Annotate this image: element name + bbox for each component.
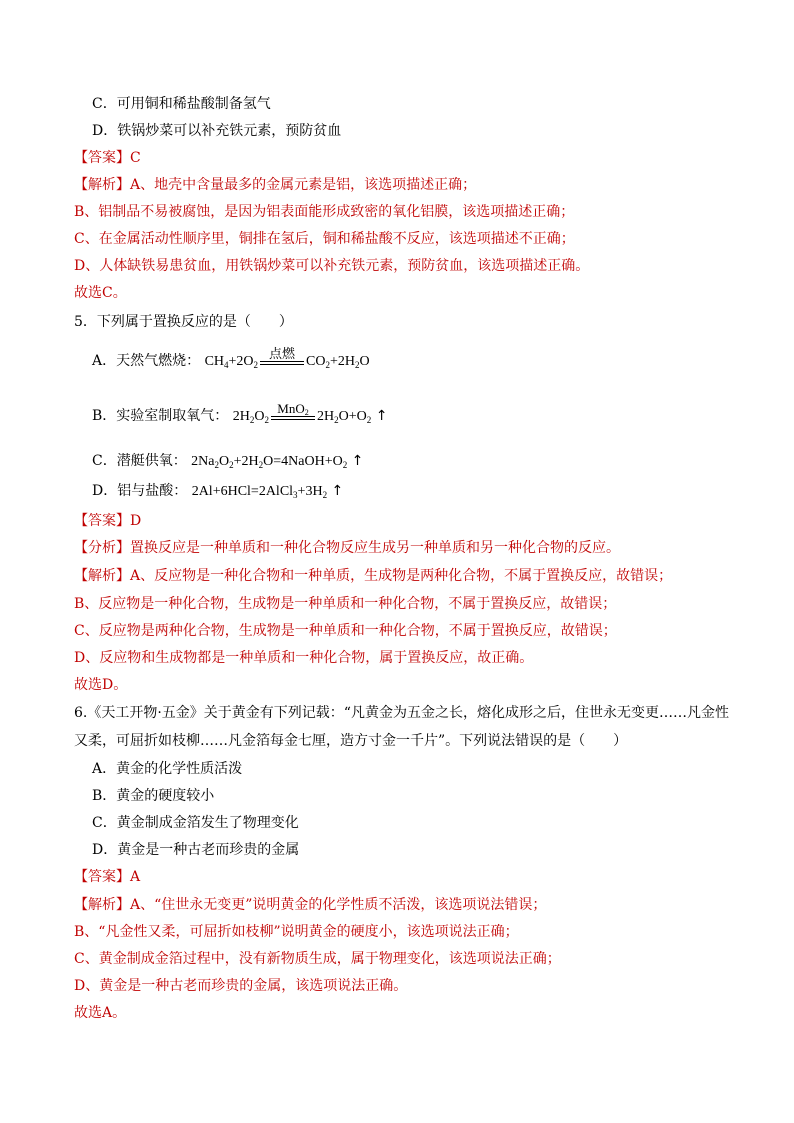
q4-conclusion: 故选C。: [74, 285, 127, 301]
option-label: D．铝与盐酸：: [92, 483, 188, 499]
q4-option-c: C．可用铜和稀盐酸制备氢气: [92, 96, 271, 112]
q6-stem-line2: 又柔，可屈折如枝柳……凡金箔每金七厘，造方寸金一千片”。下列说法错误的是（ ）: [74, 733, 628, 749]
q6-answer: [74, 867, 140, 887]
gas-arrow-icon: ↑: [327, 483, 344, 499]
q4-analysis-a: [74, 175, 476, 195]
q5-analysis-b: B、反应物是一种化合物，生成物是一种单质和一种化合物，不属于置换反应，故错误；: [74, 596, 617, 612]
q6-option-b: B．黄金的硬度较小: [92, 788, 215, 804]
q5-option-d: [92, 481, 343, 502]
analysis-text: A、地壳中含量最多的金属元素是铝，该选项描述正确；: [130, 177, 477, 193]
q4-analysis-c: C、在金属活动性顺序里，铜排在氢后，铜和稀盐酸不反应，该选项描述不正确；: [74, 231, 575, 247]
q6-analysis-b: B、“凡金性又柔，可屈折如枝柳”说明黄金的硬度小，该选项说法正确；: [74, 924, 519, 940]
q5-answer: [74, 511, 141, 531]
fenxi-tag: 【分析】: [74, 540, 130, 556]
q5-stem: 5．下列属于置换反应的是（ ）: [74, 314, 293, 330]
q6-conclusion: 故选A。: [74, 1005, 127, 1021]
q5-analysis-d: D、反应物和生成物都是一种单质和一种化合物，属于置换反应，故正确。: [74, 650, 534, 666]
q6-analysis-d: D、黄金是一种古老而珍贵的金属，该选项说法正确。: [74, 978, 408, 994]
q4-answer: [74, 148, 141, 168]
analysis-tag: 【解析】: [74, 897, 130, 913]
answer-tag: 【答案】: [74, 513, 130, 529]
gas-arrow-icon: ↑: [371, 408, 388, 424]
q5-option-b: [92, 400, 388, 427]
option-label: C．潜艇供氧：: [92, 453, 187, 469]
q5-conclusion: 故选D。: [74, 677, 128, 693]
answer-value: A: [130, 869, 141, 885]
q5-analysis-c: C、反应物是两种化合物，生成物是一种单质和一种化合物，不属于置换反应，故错误；: [74, 623, 617, 639]
answer-tag: 【答案】: [74, 150, 130, 166]
analysis-tag: 【解析】: [74, 177, 130, 193]
analysis-text: A、“住世永无变更”说明黄金的化学性质不活泼，该选项说法错误；: [130, 897, 547, 913]
q6-stem-line1: 6.《天工开物·五金》关于黄金有下列记载：“凡黄金为五金之长，熔化成形之后，住世永无变更……凡金性: [74, 705, 729, 721]
option-label: A．天然气燃烧：: [92, 353, 201, 369]
equation: $2Al+6HCl=2AlCl_3+3H_2$ ↑: [191, 483, 344, 500]
answer-value: D: [130, 513, 142, 529]
q5-analysis-a: [74, 566, 672, 586]
q5-option-a: [92, 345, 370, 372]
q5-fenxi: [74, 538, 620, 558]
fenxi-text: 置换反应是一种单质和一种化合物反应生成另一种单质和另一种化合物的反应。: [130, 540, 620, 556]
gas-arrow-icon: ↑: [347, 453, 364, 469]
equation: $2H_2O_2$ MnO$_2$ $2H_2O+O_2$ ↑: [232, 400, 388, 425]
q4-analysis-d: D、人体缺铁易患贫血，用铁锅炒菜可以补充铁元素，预防贫血，该选项描述正确。: [74, 258, 590, 274]
analysis-text: A、反应物是一种化合物和一种单质，生成物是两种化合物，不属于置换反应，故错误；: [130, 568, 673, 584]
answer-tag: 【答案】: [74, 869, 130, 885]
catalyst: MnO: [277, 400, 305, 416]
equation: $2Na_2O_2+2H_2O=4NaOH+O_2$ ↑: [191, 453, 364, 470]
q4-option-d: D．铁锅炒菜可以补充铁元素，预防贫血: [92, 123, 342, 139]
q6-option-a: A．黄金的化学性质活泼: [92, 761, 243, 777]
q6-option-d: D．黄金是一种古老而珍贵的金属: [92, 842, 300, 858]
option-label: B．实验室制取氧气：: [92, 408, 229, 424]
q4-analysis-b: B、铝制品不易被腐蚀，是因为铝表面能形成致密的氧化铝膜，该选项描述正确；: [74, 204, 575, 220]
q6-analysis-a: [74, 895, 546, 915]
q6-analysis-c: C、黄金制成金箔过程中，没有新物质生成，属于物理变化，该选项说法正确；: [74, 951, 561, 967]
q6-option-c: C．黄金制成金箔发生了物理变化: [92, 815, 299, 831]
q5-option-c: [92, 451, 363, 472]
analysis-tag: 【解析】: [74, 568, 130, 584]
equation: $CH_4+2O_2$ 点燃 $CO_2+2H_2O$: [204, 345, 370, 370]
answer-value: C: [130, 150, 141, 166]
reaction-condition: 点燃: [269, 345, 296, 361]
